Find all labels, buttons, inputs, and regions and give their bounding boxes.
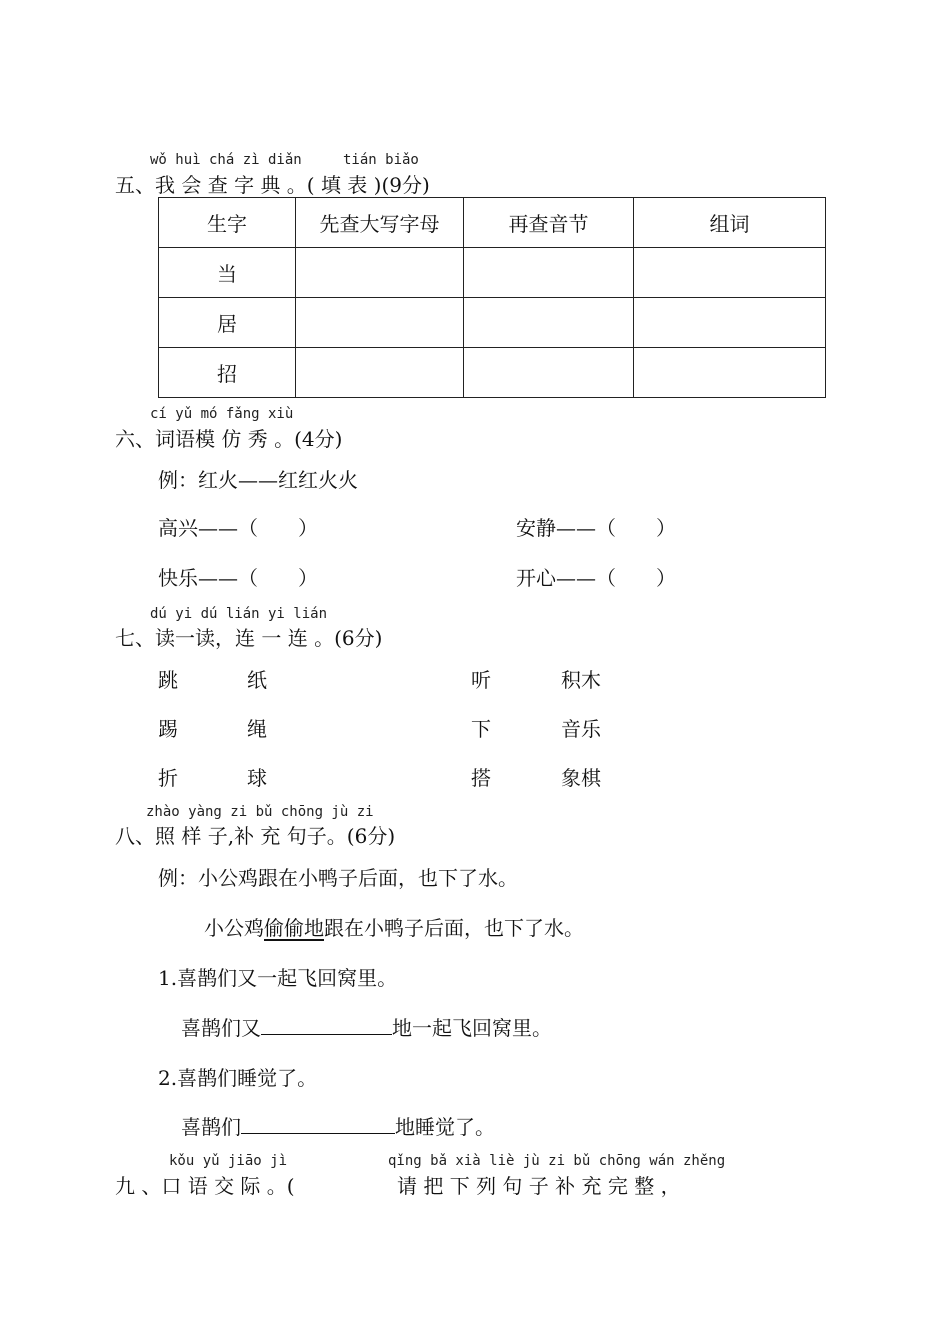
table-cell-char: 招 (159, 348, 296, 398)
table-cell-blank[interactable] (464, 248, 634, 298)
exercise-item[interactable]: 快乐——（ ） (158, 566, 318, 590)
example-answer-line (204, 912, 584, 941)
match-word-verb[interactable]: 折 (158, 766, 178, 790)
table-cell-char: 居 (159, 298, 296, 348)
section-heading: 七、读一读，连 一 连 。(6分) (115, 626, 383, 650)
section-heading-continued: 请 把 下 列 句 子 补 充 完 整 ， (397, 1174, 681, 1198)
match-word-verb[interactable]: 搭 (471, 766, 491, 790)
table-header-cell: 先查大写字母 (296, 198, 464, 248)
match-word-verb[interactable]: 下 (471, 717, 491, 741)
answer-text: 喜鹊们又 (181, 1016, 261, 1040)
answer-text: 地一起飞回窝里。 (392, 1016, 552, 1040)
exercise-item[interactable]: 安静——（ ） (516, 516, 676, 540)
dictionary-table (158, 197, 826, 398)
table-header-cell: 组词 (634, 198, 826, 248)
section-heading: 五、我 会 查 字 典 。( 填 表 )(9分) (115, 173, 430, 197)
exercise-item[interactable]: 开心——（ ） (516, 566, 676, 590)
question-line: 1.喜鹊们又一起飞回窝里。 (158, 966, 398, 990)
table-row (159, 348, 826, 398)
match-word-object[interactable]: 球 (247, 766, 267, 790)
table-header-cell: 再查音节 (464, 198, 634, 248)
table-cell-blank[interactable] (464, 298, 634, 348)
answer-text: 地睡觉了。 (395, 1115, 495, 1139)
match-word-verb[interactable]: 听 (471, 668, 491, 692)
example-line: 例：小公鸡跟在小鸭子后面，也下了水。 (158, 866, 518, 890)
match-word-verb[interactable]: 跳 (158, 668, 178, 692)
table-cell-blank[interactable] (296, 248, 464, 298)
match-word-object[interactable]: 音乐 (561, 717, 601, 741)
table-cell-char: 当 (159, 248, 296, 298)
pinyin-line: cí yǔ mó fǎng xiù (150, 406, 294, 422)
table-cell-blank[interactable] (634, 248, 826, 298)
table-cell-blank[interactable] (296, 348, 464, 398)
example-text: 跟在小鸭子后面，也下了水。 (324, 916, 584, 940)
exercise-item[interactable]: 高兴——（ ） (158, 516, 318, 540)
table-cell-blank[interactable] (634, 298, 826, 348)
table-header-row (159, 198, 826, 248)
question-line: 2.喜鹊们睡觉了。 (158, 1066, 318, 1090)
underlined-example-word: 偷偷地 (264, 916, 324, 940)
table-header-cell: 生字 (159, 198, 296, 248)
pinyin-line: tián biǎo (343, 152, 419, 168)
table-row (159, 248, 826, 298)
pinyin-line: qǐng bǎ xià liè jù zi bǔ chōng wán zhěng (388, 1153, 726, 1169)
answer-blank[interactable] (241, 1115, 395, 1134)
answer-blank[interactable] (261, 1016, 392, 1035)
pinyin-line: kǒu yǔ jiāo jì (169, 1153, 288, 1169)
answer-line (181, 1111, 495, 1140)
match-word-object[interactable]: 绳 (247, 717, 267, 741)
section-heading: 八、照 样 子,补 充 句子。(6分) (115, 824, 396, 848)
pinyin-line: dú yi dú lián yi lián (150, 606, 328, 622)
answer-text: 喜鹊们 (181, 1115, 241, 1139)
example-text: 小公鸡 (204, 916, 264, 940)
table-cell-blank[interactable] (296, 298, 464, 348)
example-line: 例：红火——红红火火 (158, 468, 358, 492)
pinyin-line: wǒ huì chá zì diǎn (150, 152, 302, 168)
table-row (159, 298, 826, 348)
table-cell-blank[interactable] (634, 348, 826, 398)
match-word-object[interactable]: 积木 (561, 668, 601, 692)
match-word-verb[interactable]: 踢 (158, 717, 178, 741)
pinyin-line: zhào yàng zi bǔ chōng jù zi (146, 804, 374, 820)
section-heading: 六、词语模 仿 秀 。(4分) (115, 427, 343, 451)
table-cell-blank[interactable] (464, 348, 634, 398)
section-heading: 九 、口 语 交 际 。( (115, 1174, 295, 1198)
match-word-object[interactable]: 象棋 (561, 766, 601, 790)
match-word-object[interactable]: 纸 (247, 668, 267, 692)
answer-line (181, 1012, 552, 1041)
